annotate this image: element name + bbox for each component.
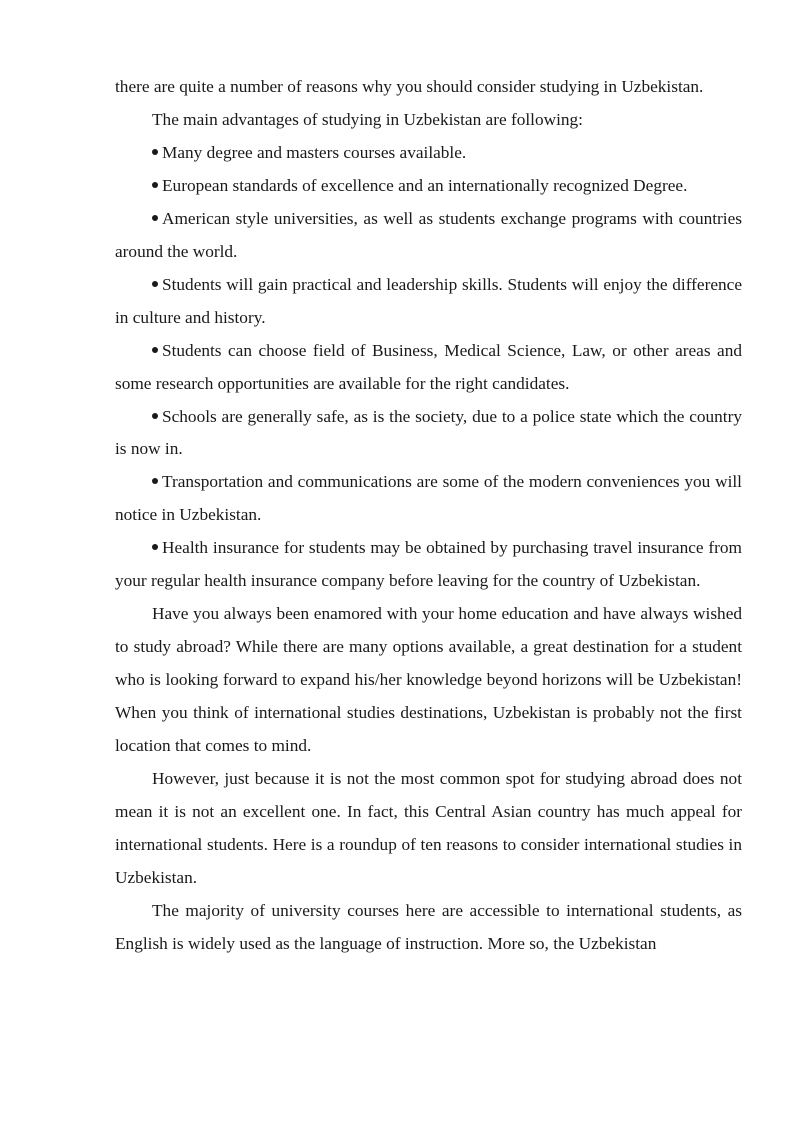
document-page [115,71,742,961]
bullet-item-text: Schools are generally safe, as is the society, due to a police state which the country is now in. [115,406,742,459]
bullet-item-text: Many degree and masters courses available. [162,142,467,162]
paragraph-intro-continuation: there are quite a number of reasons why you should consider studying in Uzbekistan. [115,77,704,96]
bullet-dot-icon [152,544,158,550]
bullet-dot-icon [152,413,158,419]
bullet-dot-icon [152,281,158,287]
bullet-item [115,269,742,335]
paragraph-majority-courses: The majority of university courses here are accessible to international students, as English is widely used as the language of instruction. More so, the Uzbekistan [115,900,742,953]
bullet-dot-icon [152,215,158,221]
bullet-dot-icon [152,182,158,188]
paragraph-home-education: Have you always been enamored with your home education and have always wished to study abroad? While there are many options available, a great destination for a student who is looking forward to expand his/her knowledge beyond horizons will be Uzbekistan! When you think of international studies destinations, Uzbekistan is probably not the first location that comes to mind. [115,604,742,756]
bullet-item [115,170,742,203]
bullet-item-text: Health insurance for students may be obtained by purchasing travel insurance from your regular health insurance company before leaving for the country of Uzbekistan. [115,538,742,591]
bullet-item-text: Transportation and communications are some of the modern conveniences you will notice in Uzbekistan. [115,472,742,525]
bullet-dot-icon [152,149,158,155]
bullet-item [115,137,742,170]
bullet-dot-icon [152,347,158,353]
paragraph-however: However, just because it is not the most common spot for studying abroad does not mean it is not an excellent one. In fact, this Central Asian country has much appeal for international students. Here is a roundup of ten reasons to consider international studies in Uzbekistan. [115,769,742,887]
bullet-item [115,401,742,467]
bullet-item [115,532,742,598]
bullet-item [115,203,742,269]
bullet-item-text: European standards of excellence and an internationally recognized Degree. [162,175,688,195]
bullet-item-text: Students will gain practical and leadership skills. Students will enjoy the difference in culture and history. [115,274,742,327]
bullet-item [115,335,742,401]
bullet-item-text: Students can choose field of Business, Medical Science, Law, or other areas and some research opportunities are available for the right candidates. [115,340,742,393]
bullet-dot-icon [152,478,158,484]
bullet-item-text: American style universities, as well as students exchange programs with countries around the world. [115,208,742,261]
bullet-item [115,466,742,532]
paragraph-advantages-lead: The main advantages of studying in Uzbekistan are following: [152,109,583,129]
